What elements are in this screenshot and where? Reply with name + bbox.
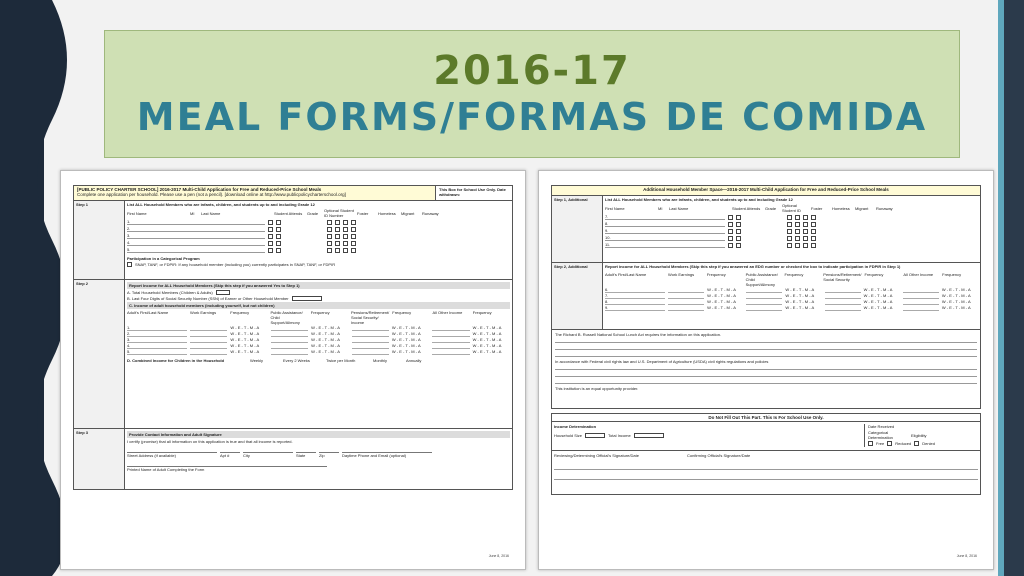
- title-banner: [104, 30, 960, 158]
- right-step1-section: [551, 196, 981, 263]
- right-step1-note: List ALL Household Members who are infants, children, and students up to and including Grade 12: [605, 197, 793, 202]
- legal-text-block: [551, 330, 981, 409]
- left-step1-columns: First Name MI Last Name Student Attends Grade Optional Student ID Number Foster Homeless Migrant Runaway: [127, 208, 439, 218]
- zip-field[interactable]: Zip: [319, 452, 339, 458]
- phone-field[interactable]: Daytime Phone and Email (optional): [342, 452, 432, 458]
- eligibility-label: Eligibility: [911, 432, 927, 438]
- table-row[interactable]: 7.: [605, 214, 978, 220]
- table-row[interactable]: 10.: [605, 235, 978, 241]
- table-row[interactable]: 1. W - E - T - M - A W - E - T - M - A W - E - T - M - A W - E - T - M - A: [127, 325, 502, 330]
- free-checkbox[interactable]: [868, 441, 873, 446]
- table-row[interactable]: 9.: [605, 228, 978, 234]
- ssn-label: B. Last Four Digits of Social Security Number (SSN) of Earner or Other Household Member: [127, 296, 289, 301]
- street-field[interactable]: Street Address (if available): [127, 452, 217, 458]
- total-income-label: Total Income: [608, 433, 631, 438]
- right-step1-columns: First Name MI Last Name Student Attends Grade Optional Student ID Foster Homeless Migrant Runaway: [605, 203, 893, 213]
- state-field[interactable]: State: [296, 452, 316, 458]
- certification-text: I certify (promise) that all information on this application is true and that all income is reported.: [127, 439, 293, 444]
- city-field[interactable]: City: [243, 452, 293, 458]
- table-row[interactable]: 4. W - E - T - M - A W - E - T - M - A W - E - T - M - A W - E - T - M - A: [127, 343, 502, 348]
- left-step2-label: Step 2: [74, 280, 125, 428]
- total-income-field[interactable]: [634, 433, 664, 438]
- right-step2-label: Step 2, Additional: [552, 263, 603, 329]
- right-dark-band: [1004, 0, 1024, 576]
- table-row[interactable]: 5.: [127, 247, 510, 253]
- table-row[interactable]: 5. W - E - T - M - A W - E - T - M - A W - E - T - M - A W - E - T - M - A: [127, 349, 502, 354]
- table-row[interactable]: 2.: [127, 226, 510, 232]
- left-income-header: Adult's First/Last Name Work Earnings Frequency Public Assistance/ Child Support/Alimony Frequency Pensions/Retirement/ Social Security/ Income Frequency All Other Income Frequency: [127, 310, 492, 325]
- title-year: 2016-17: [433, 48, 631, 94]
- left-form-date: June 8, 2016: [488, 554, 509, 558]
- right-form-date: June 8, 2016: [956, 554, 977, 558]
- right-form-title: Additional Household Member Space—2016-2017 Multi-Child Application for Free and Reduced-Price School Meals: [552, 186, 980, 195]
- household-size-label: Household Size: [554, 433, 583, 438]
- reduced-checkbox[interactable]: [887, 441, 892, 446]
- table-row[interactable]: 8. W - E - T - M - A W - E - T - M - A W - E - T - M - A W - E - T - M - A: [605, 299, 971, 304]
- left-step1-note: List ALL Household Members who are infants, children, and students up to and including Grade 12: [127, 202, 315, 207]
- right-step2-section: [551, 263, 981, 330]
- usda-text: In accordance with Federal civil rights law and U.S. Department of Agriculture (USDA) civil rights regulations and policies: [555, 359, 769, 364]
- table-row[interactable]: 6. W - E - T - M - A W - E - T - M - A W - E - T - M - A W - E - T - M - A: [605, 287, 971, 292]
- denied-checkbox[interactable]: [914, 441, 919, 446]
- signature-field[interactable]: Printed Name of Adult Completing the Form: [127, 466, 327, 472]
- school-use-block: Do Not Fill Out This Part. This Is For School Use Only. Income Determination Household Size Total Income Date Received Categorical Determination Eligibility Free Reduced Denied Reviewing/Determining Official's Signature/Date Confirming Official's Signature/Date: [551, 413, 981, 495]
- table-row[interactable]: 1.: [127, 219, 510, 225]
- left-form-page: [60, 170, 526, 570]
- title-main: MEAL FORMS/FORMAS DE COMIDA: [136, 95, 928, 139]
- table-row[interactable]: 2. W - E - T - M - A W - E - T - M - A W - E - T - M - A W - E - T - M - A: [127, 331, 502, 336]
- income-children-heading: C. Income of adult household members (including yourself, but not children): [127, 302, 510, 309]
- left-office-box: This Box for School Use Only. Date withdrawn:: [435, 186, 512, 200]
- left-step3-label: Step 3: [74, 429, 125, 489]
- total-members-label: A. Total Household Members (Children & Adults): [127, 290, 213, 295]
- combined-income-row: D. Combined Income for Children in the Household Weekly Every 2 Weeks Twice per Month Monthly Annually: [127, 358, 422, 363]
- ssn-field[interactable]: [292, 296, 322, 301]
- reviewing-official-field[interactable]: Reviewing/Determining Official's Signature/Date: [554, 453, 639, 458]
- table-row[interactable]: 8.: [605, 221, 978, 227]
- left-form-subtitle: Complete one application per household. Please use a pen (not a pencil). [download online at http://www.publicpolicycharterschool.org]: [77, 192, 346, 197]
- right-form-page: [538, 170, 994, 570]
- left-form-title: [PUBLIC POLICY CHARTER SCHOOL] 2016-2017 Multi-Child Application for Free and Reduced-Price School Meals: [77, 187, 322, 192]
- categorical-determination-label: Categorical Determination: [868, 430, 893, 440]
- left-step3-section: [73, 429, 513, 490]
- richard-russell-text: The Richard B. Russell National School Lunch Act requires the information on this application.: [555, 332, 722, 337]
- confirming-official-field[interactable]: Confirming Official's Signature/Date: [687, 453, 751, 458]
- do-not-fill-heading: Do Not Fill Out This Part. This Is For School Use Only.: [552, 414, 980, 422]
- left-step2-section: [73, 280, 513, 429]
- household-size-field[interactable]: [585, 433, 605, 438]
- right-income-header: Adult's First/Last Name Work Earnings Frequency Public Assistance/ Child Support/Alimony Frequency Pensions/Retirement/ Social Security Frequency All Other Income Frequency: [605, 272, 962, 287]
- table-row[interactable]: 3.: [127, 233, 510, 239]
- table-row[interactable]: 3. W - E - T - M - A W - E - T - M - A W - E - T - M - A W - E - T - M - A: [127, 337, 502, 342]
- left-form-header: [73, 185, 513, 201]
- table-row[interactable]: 7. W - E - T - M - A W - E - T - M - A W - E - T - M - A W - E - T - M - A: [605, 293, 971, 298]
- table-row[interactable]: 4.: [127, 240, 510, 246]
- right-step2-note: Report income for ALL Household Members (Skip this step if you answered an EDG number or checked the box to indicate participation in FDPIR in Step 1): [605, 264, 901, 269]
- table-row[interactable]: 9. W - E - T - M - A W - E - T - M - A W - E - T - M - A W - E - T - M - A: [605, 305, 971, 310]
- left-categorical-heading: Participation in a Categorical Program: [127, 256, 200, 261]
- right-form-header: [551, 185, 981, 196]
- left-step1-label: Step 1: [74, 201, 125, 279]
- left-step2-note: Report Income for ALL Household Members (Skip this step if you answered Yes to Step 1): [127, 282, 510, 289]
- snap-checkbox[interactable]: [127, 262, 132, 267]
- equal-opportunity-text: This institution is an equal opportunity provider.: [555, 386, 639, 391]
- left-snap-text: SNAP, TANF, or FDPIR: If any household member (including you) currently participates in SNAP, TANF, or FDPIR: [135, 262, 336, 267]
- left-step1-section: [73, 201, 513, 280]
- income-determination-label: Income Determination: [554, 424, 597, 429]
- left-step3-note: Provide Contact Information and Adult Signature: [127, 431, 510, 438]
- total-members-field[interactable]: [216, 290, 230, 295]
- date-received-label: Date Received: [868, 424, 895, 429]
- apt-field[interactable]: Apt #: [220, 452, 240, 458]
- right-step1-label: Step 1, Additional: [552, 196, 603, 262]
- table-row[interactable]: 11.: [605, 242, 978, 248]
